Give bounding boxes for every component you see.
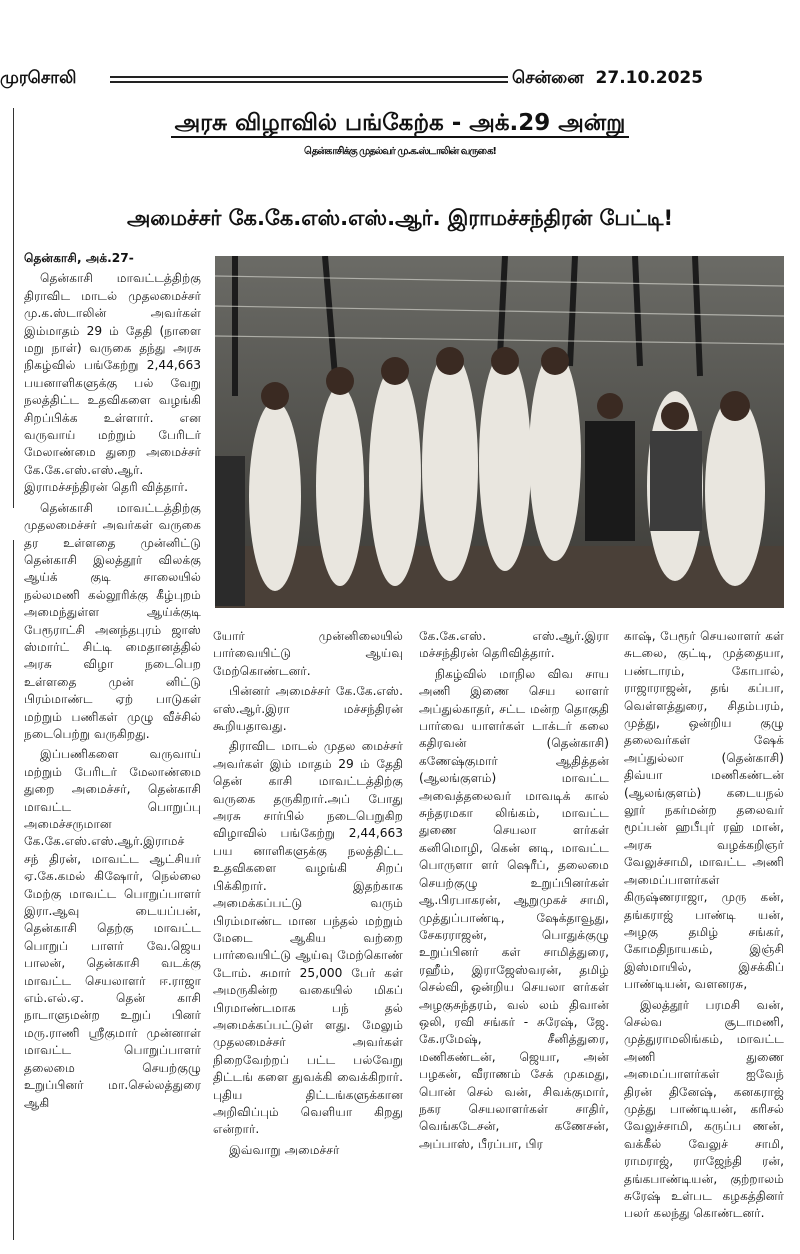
masthead	[0, 62, 800, 98]
subheadline: அமைச்சர் கே.கே.எஸ்.எஸ்.ஆர். இராமச்சந்திரன் பேட்டி!	[126, 206, 674, 230]
paragraph: இலத்தூர் பரமசி வன், செல்வ சூடாமணி, முத்துராமலிங்கம், மாவட்ட அணி துணை அமைப்பாளர்கள் ஐவேந் திரன் தினேஷ், கனகராஜ் முத்து பாண்டியன், கரிசல் வேலுச்சாமி, கருப்ப ணன், வக்கீல் வேலுச் சாமி, ராமராஜ், ராஜேந்தி ரன், தங்கபாண்டியன், குற்றாலம் சுரேஷ் உள்பட கழகத்தினர் பலர் கலந்து கொண்டனர்.	[624, 997, 784, 1221]
paragraph: திராவிட மாடல் முதல மைச்சர் அவர்கள் இம் மாதம் 29 ம் தேதி தென் காசி மாவட்டத்திற்கு வருகை தருகிறார்.அப் போது அரசு சார்பில் நடைபெறுகிற விழாவில் பங்கேற்று 2,44,663 பய னாளிகளுக்கு நலத்திட்ட உதவிகளை வழங்கி சிறப் பிக்கிறார். இதற்காக அமைக்கப்பட்டு வரும் பிரம்மாண்ட மான பந்தல் மற்றும் மேடை ஆகிய வற்றை பார்வையிட்டு ஆய்வு மேற்கொண் டோம். சுமார் 25,000 பேர் கள் அமருகின்ற வகையில் மிகப் பிரமாண்டமாக பந் தல் அமைக்கப்பட்டுள் ளது. மேலும் முதலமைச்சர் அவர்கள் நிறைவேற்றப் பட்ட பல்வேறு திட்டங் களை துவக்கி வைக்கிறார். புதிய திட்டங்களுக்கான அறிவிப்பும் வெளியா கிறது என்றார்.	[213, 739, 403, 1137]
paragraph: தென்காசி மாவட்டத்திற்கு திராவிட மாடல் முதலமைச்சர் மு.க.ஸ்டாலின் அவர்கள் இம்மாதம் 29 ம் தேதி (நாளை மறு நாள்) வருகை தந்து அரசு நிகழ்வில் பங்கேற்று 2,44,663 பயனாளிகளுக்கு பல் வேறு நலத்திட்ட உதவிகளை வழங்கி சிறப்பிக்க உள்ளார். என வருவாய் மற்றும் பேரிடர் மேலாண்மை துறை அமைச்சர் கே.கே.எஸ்.எஸ்.ஆர். இராமச்சந்திரன் தெரி வித்தார்.	[24, 271, 201, 495]
paragraph: பின்னர் அமைச்சர் கே.கே.எஸ். எஸ்.ஆர்.இரா மச்சந்திரன் கூறியதாவது.	[213, 684, 403, 734]
paragraph: கே.கே.எஸ். எஸ்.ஆர்.இரா மச்சந்திரன் தெரிவித்தார்.	[419, 629, 609, 661]
paragraph: தென்காசி மாவட்டத்திற்கு முதலமைச்சர் அவர்கள் வருகை தர உள்ளதை முன்னிட்டு தென்காசி இலத்தூர் விலக்கு ஆய்க் குடி சாலையில் நல்லமணி கல்லூரிக்கு கீழ்புறம் அமைந்துள்ள ஆய்க்குடி பேரூராட்சி அனந்தபுரம் ஜாஸ் ஸ்மார்ட் சிட்டி மைதானத்தில் அரசு விழா நடைபெற உள்ளதை முன் னிட்டு பிரம்மாண்ட ஏற் பாடுகள் மற்றும் பணிகள் முழு வீச்சில் நடைபெற்று வருகிறது.	[24, 500, 201, 741]
dateline: தென்காசி, அக்.27-	[24, 251, 134, 265]
paragraph: இவ்வாறு அமைச்சர்	[229, 1142, 340, 1157]
edition-city: சென்னை	[512, 68, 584, 88]
kicker-line	[0, 110, 800, 139]
article-column-2	[213, 628, 403, 1162]
paragraph: யோர் முன்னிலையில் பார்வையிட்டு ஆய்வு மேற்கொண்டனர்.	[213, 629, 403, 678]
paragraph: காஷ், பேரூர் செயலாளர் கள் சுடலை, குட்டி, முத்தையா, பண்டாரம், கோபால், ராஜாராஜன், தங் கப்பா, வெள்ளத்துரை, சிதம்பரம், முத்து, ஒன்றிய குழு தலைவர்கள் ஷேக் அப்துல்லா (தென்காசி) திவ்யா மணிகண்டன் (ஆலங்குளம்) கடையநல் லூர் நகர்மன்ற தலைவர் மூப்பன் ஹபீபுர் ரஹ் மான், அரசு வழக்கறிஞர் வேலுச்சாமி, மாவட்ட அணி அமைப்பாளர்கள் கிருஷ்ணராஜா, முரு கன், தங்கராஜ் பாண்டி யன், அழகு தமிழ் சங்கர், கோமதிநாயகம், இஞ்சி இஸ்மாயில், இசக்கிப் பாண்டியன், வளனரசு,	[624, 629, 784, 992]
left-column-border	[0, 108, 14, 508]
kicker-text: அரசு விழாவில் பங்கேற்க - அக்.29 அன்று	[171, 110, 630, 138]
masthead-rule	[110, 76, 508, 83]
paragraph: இப்பணிகளை வருவாய் மற்றும் பேரிடர் மேலாண்மை துறை அமைச்சர், தென்காசி மாவட்ட பொறுப்பு அமைச்சருமான கே.கே.எஸ்.எஸ்.ஆர்.இராமச் சந் திரன், மாவட்ட ஆட்சியர் ஏ.கே.கமல் கிஷோர், நெல்லை மேற்கு மாவட்ட பொறுப்பாளர் இரா.ஆவு டையப்பன், தென்காசி தெற்கு மாவட்ட பொறுப் பாளர் வே.ஜெய பாலன், தென்காசி வடக்கு மாவட்ட செயலாளர் ஈ.ராஜா எம்.எல்.ஏ. தென் காசி நாடாளுமன்ற உறுப் பினர் மரு.ராணி ஸ்ரீகுமார் முன்னாள் மாவட்ட பொறுப்பாளர் தலைமை செயற்குழு உறுப்பினர் மா.செல்லத்துரை ஆகி	[24, 747, 201, 1110]
article-column-3	[419, 628, 609, 1156]
edition-date	[512, 68, 703, 90]
issue-date: 27.10.2025	[595, 68, 704, 88]
headline: தென்காசிக்கு முதல்வர் மு.க.ஸ்டாலின் வருகை!	[304, 146, 496, 157]
photo-illustration	[215, 256, 784, 608]
article-column-1	[24, 250, 201, 1115]
left-column-border-lower	[0, 540, 14, 1240]
article-column-4	[624, 628, 784, 1226]
newspaper-name: முரசொலி	[0, 68, 77, 88]
paragraph: நிகழ்வில் மாநில விவ சாய அணி இணை செய லாளர் அப்துல்காதர், சட்ட மன்ற தொகுதி பார்வை யாளர்கள் டாக்டர் கலை கதிரவன் (தென்காசி) கணேஷ்குமார் ஆதித்தன் (ஆலங்குளம்) மாவட்ட அவைத்தலைவர் மாவடிக் கால் சுந்தரமகா லிங்கம், மாவட்ட துணை செயலா ளர்கள் கனிமொழி, கென் னடி, மாவட்ட பொருளா ளர் ஷெரீப், தலைமை செயற்குழு உறுப்பினர்கள் ஆ.பிரபாகரன், ஆறுமுகச் சாமி, முத்துப்பாண்டி, ஷேக்தாவூது, சேகரராஜன், பொதுக்குழு உறுப்பினர் கள் சாமித்துரை, ரஹீம், இராஜேஸ்வரன், தமிழ் செல்வி, ஒன்றிய செயலா ளர்கள் அழகுசுந்தரம், வல் லம் திவான் ஒலி, ரவி சங்கர் - சுரேஷ், ஜே. கே.ரமேஷ், சீனித்துரை, மணிகண்டன், ஜெயா, அன் பழகன், வீராணம் சேக் முகமது, பொன் செல் வன், சிவக்குமார், நகர செயலாளர்கள் சாதிர், வெங்கடேசன், கணேசன், அப்பாஸ், பீரப்பா, பிர	[419, 666, 609, 1151]
news-photo	[215, 256, 784, 608]
